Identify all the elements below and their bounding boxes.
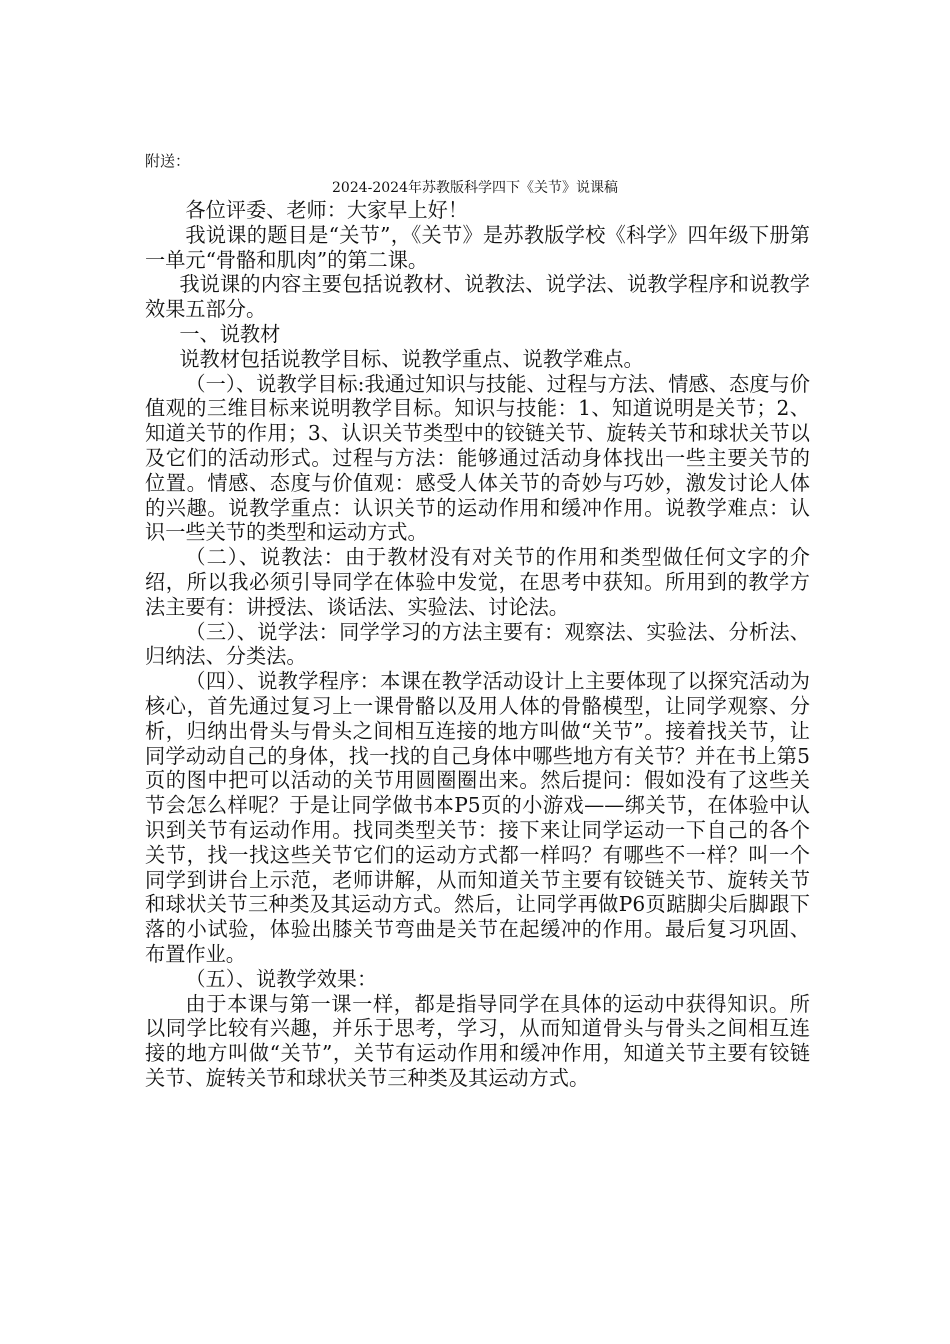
topic-paragraph: 我说课的题目是“关节”，《关节》是苏教版学校《科学》四年级下册第一单元“骨骼和肌肉”的第二课。 — [145, 222, 810, 272]
attachment-label: 附送： — [145, 152, 191, 170]
content-overview-paragraph: 我说课的内容主要包括说教材、说教法、说学法、说教学程序和说教学效果五部分。 — [145, 272, 810, 322]
teaching-effect-paragraph: 由于本课与第一课一样，都是指导同学在具体的运动中获得知识。所以同学比较有兴趣，并乐于思考，学习，从而知道骨头与骨头之间相互连接的地方叫做“关节”，关节有运动作用和缓冲作用，知道关节主要有铰链关节、旋转关节和球状关节三种类及其运动方式。 — [145, 991, 810, 1090]
document-title: 2024-2024年苏教版科学四下《关节》说课稿 — [332, 180, 618, 196]
section-heading-textbook: 一、说教材 — [179, 321, 281, 346]
teaching-procedure-paragraph: （四）、说教学程序：本课在教学活动设计上主要体现了以探究活动为核心，首先通过复习上一课骨骼以及用人体的骨骼模型，让同学观察、分析，归纳出骨头与骨头之间相互连接的地方叫做“关节”。接着找关节，让同学动动自己的身体，找一找的自己身体中哪些地方有关节？并在书上第5页的图中把可以活动的关节用圆圈圈出来。然后提问：假如没有了这些关节会怎么样呢？于是让同学做书本P5页的小游戏——绑关节，在体验中认识到关节有运动作用。找同类型关节：接下来让同学运动一下自己的各个关节，找一找这些关节它们的运动方式都一样吗？有哪些不一样？叫一个同学到讲台上示范，老师讲解，从而知道关节主要有铰链关节、旋转关节和球状关节三种类及其运动方式。然后，让同学再做P6页踮脚尖后脚跟下落的小试验，体验出膝关节弯曲是关节在起缓冲的作用。最后复习巩固、布置作业。 — [145, 669, 810, 966]
learning-methods-paragraph: （三）、说学法：同学学习的方法主要有：观察法、实验法、分析法、归纳法、分类法。 — [145, 619, 810, 669]
teaching-goals-paragraph: （一）、说教学目标:我通过知识与技能、过程与方法、情感、态度与价值观的三维目标来说明教学目标。知识与技能：1、知道说明是关节；2、知道关节的作用；3、认识关节类型中的铰链关节、旋转关节和球状关节以及它们的活动形式。过程与方法：能够通过活动身体找出一些主要关节的位置。情感、态度与价值观：感受人体关节的奇妙与巧妙，激发讨论人体的兴趣。说教学重点：认识关节的运动作用和缓冲作用。说教学难点：认识一些关节的类型和运动方式。 — [145, 371, 810, 545]
textbook-intro-paragraph: 说教材包括说教学目标、说教学重点、说教学难点。 — [179, 346, 644, 371]
greeting-paragraph: 各位评委、老师：大家早上好！ — [185, 198, 469, 222]
teaching-effect-heading: （五）、说教学效果： — [185, 966, 378, 991]
teaching-methods-paragraph: （二）、说教法：由于教材没有对关节的作用和类型做任何文字的介绍，所以我必须引导同学在体验中发觉，在思考中获知。所用到的教学方法主要有：讲授法、谈话法、实验法、讨论法。 — [145, 545, 810, 619]
document-body — [145, 198, 810, 1091]
